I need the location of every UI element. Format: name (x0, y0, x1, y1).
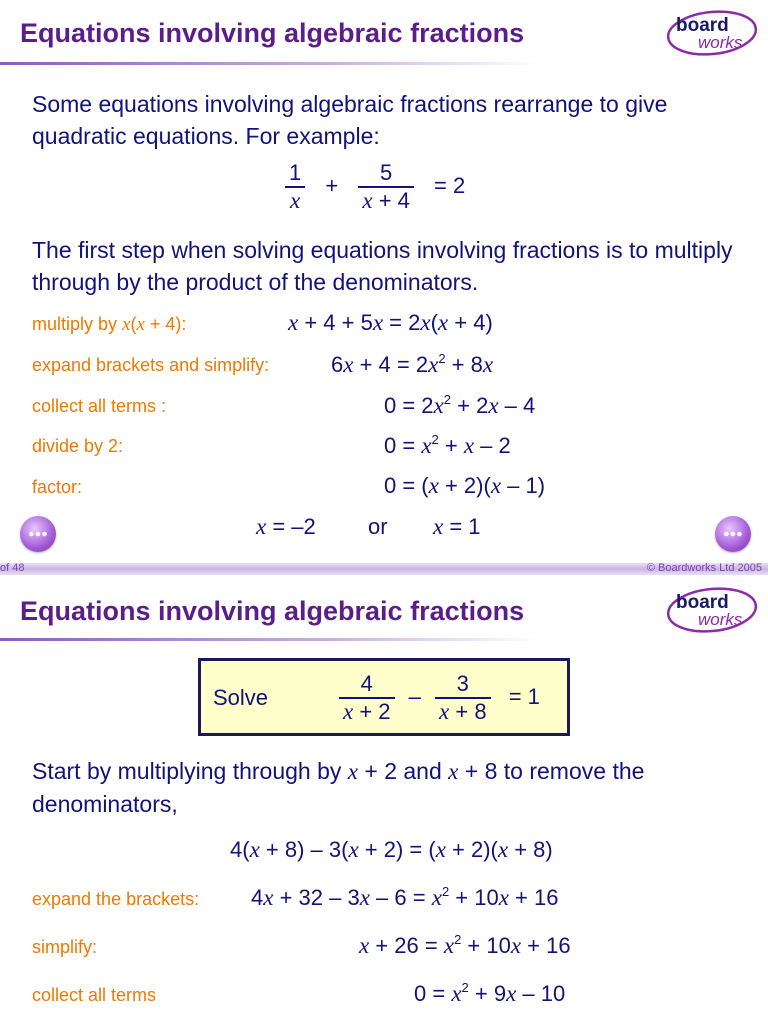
math-line: $6x + 4 = 2x^2 + 8x$ (331, 351, 494, 377)
math-line: $0 = x^2 + 9x - 10$ (414, 980, 566, 1006)
math-line: $x + 26 = x^2 + 10x + 16$ (359, 932, 571, 958)
math-line: $4x + 32 - 3x - 6 = x^2 + 10x + 16$ (251, 884, 559, 910)
or-text: or (368, 514, 388, 539)
boardworks-logo (666, 587, 758, 633)
math-line: 0 = (x + 2)(x – 1) (384, 473, 546, 498)
boardworks-logo (666, 10, 758, 56)
intro-text: Some equations involving algebraic fractions rearrange to give quadratic equations. For example: (32, 91, 668, 149)
svg-text:board: board (676, 592, 729, 613)
solution-1: x = –2 (256, 514, 316, 539)
math-line: 4(x + 8) – 3(x + 2) = (x + 2)(x + 8) (230, 837, 553, 862)
title-divider (0, 638, 600, 641)
math-line: $0 = x^2 + x - 2$ (384, 432, 511, 458)
page-count: of 48 (0, 562, 25, 574)
copyright: © Boardworks Ltd 2005 (646, 562, 762, 574)
step-label: expand brackets and simplify: (32, 355, 270, 375)
fraction: $\frac{5}{x + 4}$ (358, 160, 414, 214)
fraction: $\frac{4}{x + 2}$ (339, 671, 395, 725)
math-line: x + 4 + 5x = 2x(x + 4) (288, 310, 493, 335)
problem-box (198, 658, 570, 736)
step-label: factor: (32, 477, 83, 497)
step-label: collect all terms (32, 985, 157, 1005)
next-icon[interactable] (715, 516, 751, 552)
slide-title: Equations involving algebraic fractions (20, 596, 525, 626)
previous-icon[interactable] (20, 516, 56, 552)
fraction: $\frac{3}{x + 8}$ (435, 671, 491, 725)
svg-text:board: board (676, 15, 729, 36)
solve-label: Solve (213, 685, 269, 710)
solution-2: x = 1 (433, 514, 481, 539)
step-label: divide by 2: (32, 436, 124, 456)
step-label: multiply by x(x + 4): (32, 314, 187, 335)
step-label: simplify: (32, 937, 98, 957)
svg-text:works: works (698, 610, 743, 629)
svg-text:works: works (698, 33, 743, 52)
step-label: collect all terms : (32, 396, 167, 416)
slide-title: Equations involving algebraic fractions (20, 18, 525, 48)
intro-text: Start by multiplying through by x + 2 and x + 8 to remove the denominators, (32, 758, 645, 817)
problem-equation: $\frac{4}{x + 2}$ – $\frac{3}{x + 8}$ = 1 (339, 671, 540, 725)
step-label: expand the brackets: (32, 889, 200, 909)
example-equation: $\frac{1}{x}$ + $\frac{5}{x + 4}$ = 2 (285, 160, 465, 214)
title-divider (0, 62, 600, 65)
first-step-text: The first step when solving equations involving fractions is to multiply through by the product of the denominators. (32, 237, 733, 295)
math-line: $0 = 2x^2 + 2x - 4$ (384, 392, 536, 418)
fraction: $\frac{1}{x}$ (285, 160, 305, 214)
